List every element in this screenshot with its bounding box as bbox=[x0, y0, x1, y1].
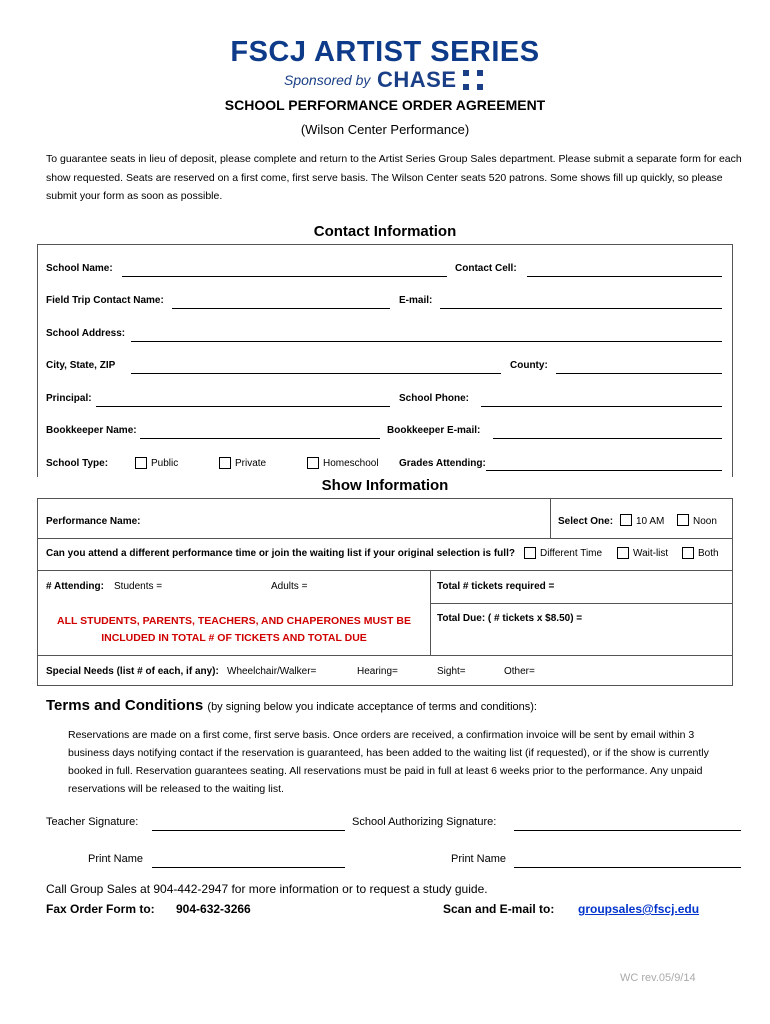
ten-am-checkbox[interactable] bbox=[620, 514, 632, 526]
adults-label: Adults = bbox=[271, 581, 308, 592]
performance-name-label: Performance Name: bbox=[46, 516, 141, 527]
homeschool-checkbox[interactable] bbox=[307, 457, 319, 469]
both-checkbox[interactable] bbox=[682, 547, 694, 559]
print-name-label-1: Print Name bbox=[88, 853, 144, 865]
email-field[interactable] bbox=[440, 308, 722, 309]
show-divider-4 bbox=[430, 603, 733, 604]
terms-title: Terms and Conditions bbox=[46, 697, 204, 714]
total-due-label: Total Due: ( # tickets x $8.50) = bbox=[437, 613, 583, 624]
private-label: Private bbox=[235, 458, 267, 469]
wheelchair-label: Wheelchair/Walker= bbox=[227, 666, 317, 677]
scan-label: Scan and E-mail to: bbox=[443, 902, 555, 916]
show-divider-3 bbox=[37, 655, 733, 656]
show-vdivider-2 bbox=[430, 570, 431, 655]
grades-attending-field[interactable] bbox=[486, 470, 722, 471]
teacher-signature-label: Teacher Signature: bbox=[46, 816, 139, 828]
noon-label: Noon bbox=[693, 516, 717, 527]
call-group-sales: Call Group Sales at 904-442-2947 for more information or to request a study guide. bbox=[46, 882, 488, 896]
noon-checkbox[interactable] bbox=[677, 514, 689, 526]
revision-label: WC rev.05/9/14 bbox=[620, 972, 696, 984]
city-state-zip-field[interactable] bbox=[131, 373, 501, 374]
county-label: County: bbox=[510, 360, 548, 371]
print-name-field-1[interactable] bbox=[152, 867, 345, 868]
public-checkbox[interactable] bbox=[135, 457, 147, 469]
print-name-field-2[interactable] bbox=[514, 867, 741, 868]
principal-field[interactable] bbox=[96, 406, 390, 407]
contact-cell-label: Contact Cell: bbox=[455, 263, 517, 274]
show-vdivider-1 bbox=[550, 498, 551, 538]
principal-label: Principal: bbox=[46, 393, 92, 404]
terms-heading bbox=[46, 697, 537, 714]
grades-attending-label: Grades Attending: bbox=[399, 458, 486, 469]
city-state-zip-label: City, State, ZIP bbox=[46, 360, 116, 371]
show-box bbox=[37, 498, 733, 686]
wait-list-checkbox[interactable] bbox=[617, 547, 629, 559]
select-one-label: Select One: bbox=[558, 516, 614, 527]
terms-body: Reservations are made on a first come, first serve basis. Once orders are received, a confirmation invoice will be sent by email within 3 business days notifying contact if the reservation is guaranteed, has been added to the waiting list (if requested), or if the show is currently booked in full. Reservation guarantees seating. All reservations must be paid in full at least 6 weeks prior to the performance. Any unpaid reservations will be released to the waiting list. bbox=[68, 729, 709, 795]
show-divider-1 bbox=[37, 538, 733, 539]
email-label: E-mail: bbox=[399, 295, 433, 306]
school-name-field[interactable] bbox=[122, 276, 447, 277]
show-divider-2 bbox=[37, 570, 733, 571]
both-label: Both bbox=[698, 548, 719, 559]
school-auth-signature-field[interactable] bbox=[514, 830, 741, 831]
field-trip-contact-label: Field Trip Contact Name: bbox=[46, 295, 164, 306]
different-time-label: Different Time bbox=[540, 548, 603, 559]
logo-sponsor: CHASE bbox=[377, 67, 457, 92]
warning-line-1: ALL STUDENTS, PARENTS, TEACHERS, AND CHAPERONES MUST BE bbox=[57, 615, 411, 627]
chase-octagon-icon bbox=[463, 70, 483, 90]
school-type-label: School Type: bbox=[46, 458, 109, 469]
teacher-signature-field[interactable] bbox=[152, 830, 345, 831]
special-needs-label: Special Needs (list # of each, if any): bbox=[46, 666, 219, 677]
email-link[interactable]: groupsales@fscj.edu bbox=[578, 902, 700, 916]
other-label: Other= bbox=[504, 666, 535, 677]
school-phone-field[interactable] bbox=[481, 406, 722, 407]
print-name-label-2: Print Name bbox=[451, 853, 507, 865]
document-subtitle: (Wilson Center Performance) bbox=[300, 122, 470, 137]
wait-list-label: Wait-list bbox=[633, 548, 669, 559]
bookkeeper-email-label: Bookkeeper E-mail: bbox=[387, 425, 481, 436]
school-auth-signature-label: School Authorizing Signature: bbox=[352, 816, 497, 828]
sight-label: Sight= bbox=[437, 666, 466, 677]
bookkeeper-email-field[interactable] bbox=[493, 438, 722, 439]
private-checkbox[interactable] bbox=[219, 457, 231, 469]
school-address-field[interactable] bbox=[131, 341, 722, 342]
intro-paragraph: To guarantee seats in lieu of deposit, please complete and return to the Artist Series Group Sales department. Please submit a separate form for each show requested. Seats are reserved on a first come, first serve basis. The Wilson Center seats 520 patrons. Some shows fill up quickly, so please submit your form as soon as possible. bbox=[46, 153, 742, 202]
document-title: SCHOOL PERFORMANCE ORDER AGREEMENT bbox=[224, 97, 546, 113]
total-tickets-label: Total # tickets required = bbox=[437, 581, 555, 592]
bookkeeper-name-field[interactable] bbox=[140, 438, 380, 439]
warning-line-2: INCLUDED IN TOTAL # OF TICKETS AND TOTAL DUE bbox=[101, 632, 367, 644]
attending-label: # Attending: bbox=[46, 581, 104, 592]
terms-subtitle: (by signing below you indicate acceptance of terms and conditions): bbox=[207, 701, 537, 713]
contact-heading: Contact Information bbox=[313, 223, 457, 240]
contact-box bbox=[37, 244, 733, 477]
hearing-label: Hearing= bbox=[357, 666, 398, 677]
ten-am-label: 10 AM bbox=[636, 516, 665, 527]
fax-number: 904-632-3266 bbox=[176, 902, 251, 916]
school-address-label: School Address: bbox=[46, 328, 126, 339]
alternate-question: Can you attend a different performance time or join the waiting list if your original selection is full? bbox=[46, 548, 515, 559]
bookkeeper-name-label: Bookkeeper Name: bbox=[46, 425, 137, 436]
logo-title: FSCJ ARTIST SERIES bbox=[230, 36, 540, 68]
students-label: Students = bbox=[114, 581, 163, 592]
school-phone-label: School Phone: bbox=[399, 393, 469, 404]
logo-sponsored: Sponsored by bbox=[284, 72, 371, 88]
public-label: Public bbox=[151, 458, 179, 469]
county-field[interactable] bbox=[556, 373, 722, 374]
school-name-label: School Name: bbox=[46, 263, 113, 274]
different-time-checkbox[interactable] bbox=[524, 547, 536, 559]
field-trip-contact-field[interactable] bbox=[172, 308, 390, 309]
homeschool-label: Homeschool bbox=[323, 458, 379, 469]
fax-label: Fax Order Form to: bbox=[46, 902, 155, 916]
show-heading: Show Information bbox=[321, 477, 449, 494]
contact-cell-field[interactable] bbox=[527, 276, 722, 277]
